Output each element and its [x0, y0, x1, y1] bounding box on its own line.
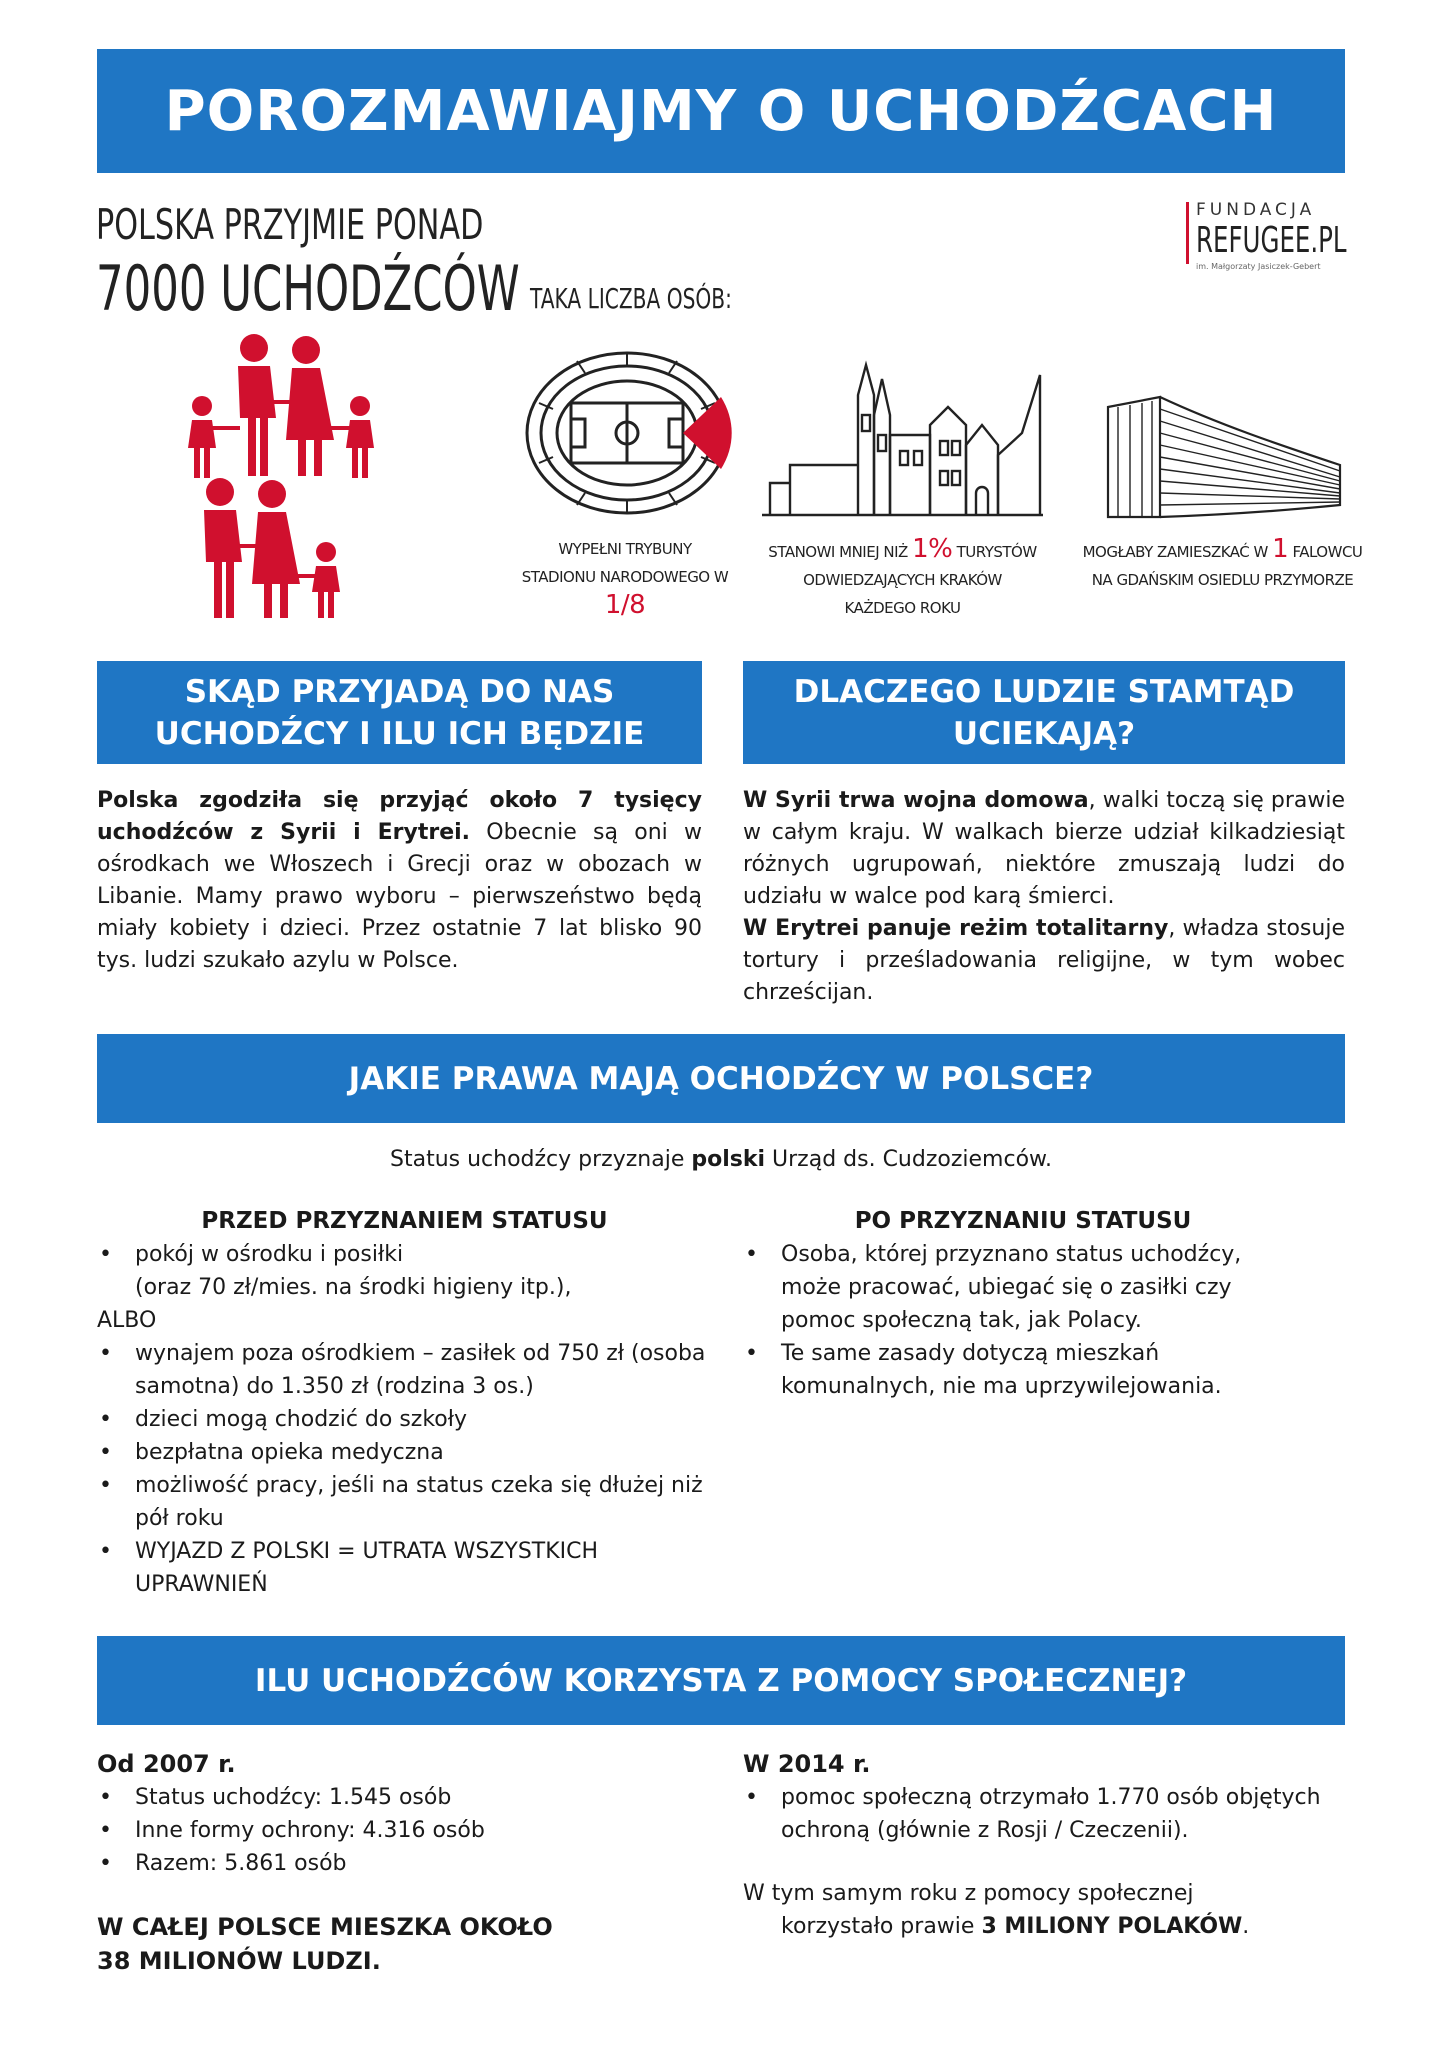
after-status-list: [743, 1238, 1303, 1403]
title-banner: [97, 49, 1345, 173]
caption-falowiec-line2: NA GDAŃSKIM OSIEDLU PRZYMORZE: [1091, 571, 1354, 589]
before-status-list-2: [97, 1337, 712, 1601]
welfare-left-column: [97, 1747, 697, 1978]
welfare-left-list: [97, 1781, 697, 1880]
caption-falowiec: [1080, 535, 1365, 594]
logo-fundacja: FUNDACJA: [1196, 200, 1316, 220]
caption-krakow-line3: KAŻDEGO ROKU: [844, 599, 961, 617]
section-why-heading-l1: DLACZEGO LUDZIE STAMTĄD: [793, 673, 1295, 710]
welfare-right-list: [743, 1781, 1323, 1847]
list-item: • wynajem poza ośrodkiem – zasiłek od 750 zł (osoba samotna) do 1.350 zł (rodzina 3 os.): [97, 1337, 712, 1403]
welfare-left-footer: W CAŁEJ POLSCE MIESZKA OKOŁO 38 MILIONÓW LUDZI.: [97, 1913, 553, 1975]
caption-stadium-line2: STADIONU NARODOWEGO W 1/8: [521, 568, 729, 620]
caption-stadium-value: 1/8: [604, 590, 646, 620]
list-item: • Razem: 5.861 osób: [97, 1847, 697, 1880]
section-why-p1: W Syrii trwa wojna domowa, walki toczą się prawie w całym kraju. W walkach bierze udział kilkadziesiąt różnych ugrupowań, niektóre zmuszają ludzi do udziału w walce pod karą śmierci.: [743, 788, 1345, 909]
welfare-right-footer-bold: 3 MILIONY POLAKÓW: [981, 1914, 1243, 1939]
caption-stadium: [500, 535, 750, 622]
caption-krakow-line1: STANOWI MNIEJ NIŻ 1% TURYSTÓW: [768, 534, 1037, 564]
page-title: POROZMAWIAJMY O UCHODŹCACH: [164, 78, 1278, 144]
after-status-title: PO PRZYZNANIU STATUSU: [854, 1208, 1192, 1234]
list-item: • WYJAZD Z POLSKI = UTRATA WSZYSTKICH UPRAWNIEŃ: [97, 1535, 712, 1601]
welfare-right-title: W 2014 r.: [743, 1750, 871, 1778]
section-origin-heading: [97, 661, 702, 764]
section-welfare-heading-text: ILU UCHODŹCÓW KORZYSTA Z POMOCY SPOŁECZNEJ?: [254, 1662, 1188, 1699]
family-pictogram: [178, 330, 388, 620]
list-item: • możliwość pracy, jeśli na status czeka się dłużej niż pół roku: [97, 1469, 712, 1535]
section-why-p2: W Erytrei panuje reżim totalitarny, władza stosuje tortury i prześladowania religijne, w tym wobec chrześcijan.: [743, 916, 1345, 1005]
stadium-icon: [515, 345, 745, 525]
status-authority-line: Status uchodźcy przyznaje polski Urząd ds. Cudzoziemców.: [390, 1147, 1052, 1172]
section-why-heading: [743, 661, 1345, 764]
before-status-column: [97, 1208, 712, 1601]
list-item: • Status uchodźcy: 1.545 osób: [97, 1781, 697, 1814]
list-item: • Osoba, której przyznano status uchodźcy, może pracować, ubiegać się o zasiłki czy pomoc społeczną tak, jak Polacy.: [743, 1238, 1303, 1337]
section-origin-heading-l2: UCHODŹCY I ILU ICH BĘDZIE: [154, 715, 645, 752]
caption-krakow: [760, 535, 1045, 622]
before-status-title: PRZED PRZYZNANIEM STATUSU: [201, 1208, 608, 1234]
section-why-text: [743, 785, 1345, 1009]
list-item: • bezpłatna opieka medyczna: [97, 1436, 712, 1469]
caption-stadium-line1: WYPEŁNI TRYBUNY: [558, 540, 692, 558]
list-item: • dzieci mogą chodzić do szkoły: [97, 1403, 712, 1436]
logo-sub: im. Małgorzaty Jasiczek-Gebert: [1196, 262, 1321, 271]
logo-name: REFUGEE.PL: [1196, 220, 1347, 261]
section-rights-heading: [97, 1034, 1345, 1123]
before-status-list-1: [97, 1238, 712, 1304]
section-origin-heading-l1: SKĄD PRZYJADĄ DO NAS: [184, 673, 615, 710]
welfare-right-footer: W tym samym roku z pomocy społecznej korzystało prawie 3 MILIONY POLAKÓW.: [743, 1881, 1250, 1939]
falowiec-building-icon: [1100, 395, 1345, 525]
caption-falowiec-line1: MOGŁABY ZAMIESZKAĆ W 1 FALOWCU: [1082, 534, 1363, 564]
logo-bar: [1186, 202, 1189, 264]
logo: [1186, 198, 1346, 272]
krakow-skyline-icon: [760, 355, 1045, 525]
list-item: • pokój w ośrodku i posiłki (oraz 70 zł/mies. na środki higieny itp.),: [97, 1238, 712, 1304]
status-authority-bold: polski: [691, 1147, 766, 1172]
list-item: • pomoc społeczną otrzymało 1.770 osób objętych ochroną (głównie z Rosji / Czeczenii).: [743, 1781, 1323, 1847]
section-origin-body: Obecnie są oni w ośrodkach we Włoszech i Grecji oraz w obozach w Libanie. Mamy prawo wyboru – pierwszeństwo będą miały kobiety i dzieci. Przez ostatnie 7 lat blisko 90 tys. ludzi szukało azylu w Polsce.: [97, 820, 702, 973]
after-status-column: [743, 1208, 1303, 1403]
taka-label: TAKA LICZBA OSÓB:: [530, 282, 732, 315]
albo-label: ALBO: [97, 1308, 157, 1333]
list-item: • Te same zasady dotyczą mieszkań komunalnych, nie ma uprzywilejowania.: [743, 1337, 1303, 1403]
caption-krakow-value: 1%: [912, 534, 953, 564]
intro-line1: POLSKA PRZYJMIE PONAD: [96, 200, 484, 249]
list-item: • Inne formy ochrony: 4.316 osób: [97, 1814, 697, 1847]
section-welfare-heading: [97, 1636, 1345, 1725]
section-why-heading-l2: UCIEKAJĄ?: [952, 715, 1136, 752]
welfare-right-column: [743, 1747, 1323, 1943]
caption-krakow-line2: ODWIEDZAJĄCYCH KRAKÓW: [803, 571, 1002, 589]
section-origin-bold: Polska zgodziła się przyjąć około 7 tysięcy uchodźców z Syrii i Erytrei.: [97, 788, 702, 845]
intro-line2: 7000 UCHODŹCÓW: [96, 252, 520, 325]
welfare-left-title: Od 2007 r.: [97, 1750, 236, 1778]
section-rights-heading-text: JAKIE PRAWA MAJĄ OCHODŹCY W POLSCE?: [348, 1060, 1094, 1097]
caption-falowiec-value: 1: [1272, 534, 1289, 564]
section-origin-text: [97, 785, 702, 977]
